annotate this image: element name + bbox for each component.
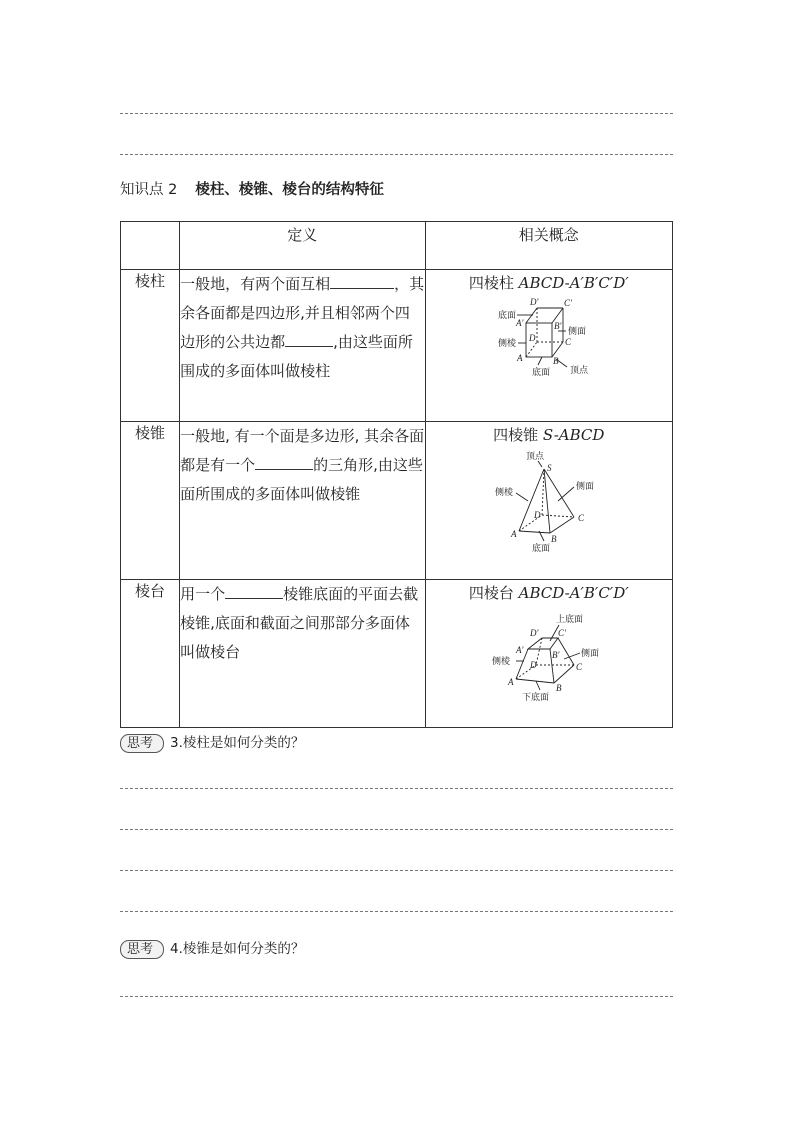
- vertex-label: D: [529, 660, 537, 670]
- table-row-prism: [121, 270, 673, 422]
- row-name: 棱柱: [121, 270, 180, 422]
- figure-title-text: 四棱柱: [468, 274, 519, 292]
- vertex-label: C: [577, 513, 584, 523]
- answer-line: [120, 870, 673, 871]
- figure-title-text: 四棱锥: [493, 426, 543, 444]
- structure-table: [120, 221, 673, 728]
- vertex-label: A′: [515, 318, 524, 328]
- vertex-label: B′: [553, 321, 562, 331]
- vertex-label: B: [550, 534, 557, 544]
- think-badge: 思考: [120, 940, 164, 959]
- label-lateral-face: 侧面: [575, 481, 594, 491]
- vertex-label: B: [552, 356, 559, 366]
- definition-text: ,由这些面所围成的多面体叫做棱柱: [180, 333, 413, 380]
- figure-title-text: 四棱台: [468, 584, 519, 602]
- label-bottom-face: 底面: [531, 367, 550, 377]
- label-lateral-face: 侧面: [567, 326, 586, 336]
- section-title: 棱柱、棱锥、棱台的结构特征: [195, 182, 384, 198]
- vertex-label: D′: [529, 297, 539, 307]
- answer-line: [120, 113, 673, 114]
- label-lateral-edge: 侧棱: [494, 487, 513, 497]
- definition-text: 一般地，有两个面互相: [180, 275, 331, 293]
- label-vertex: 顶点: [569, 365, 588, 375]
- label-bottom-face: 底面: [497, 310, 516, 320]
- vertex-label: D: [528, 333, 536, 343]
- definition-text: 用一个: [180, 585, 226, 603]
- label-lateral-face: 侧面: [580, 648, 599, 658]
- label-lateral-edge: 侧棱: [491, 656, 510, 666]
- fill-blank[interactable]: [330, 272, 394, 289]
- label-vertex: 顶点: [525, 451, 544, 461]
- figure-title: [426, 582, 672, 603]
- think-badge: 思考: [120, 734, 164, 753]
- label-top-face: 上底面: [555, 614, 583, 624]
- vertex-label: D′: [529, 628, 539, 638]
- vertex-label: C′: [557, 628, 566, 638]
- vertex-label: C′: [563, 298, 572, 308]
- think-question-text: 4.棱锥是如何分类的？: [170, 941, 305, 957]
- answer-line: [120, 154, 673, 155]
- table-header-row: [121, 222, 673, 270]
- vertex-label: D: [533, 510, 541, 520]
- row-name: 棱锥: [121, 422, 180, 580]
- table-header: [121, 222, 180, 270]
- answer-line: [120, 911, 673, 912]
- figure-title: [426, 424, 672, 445]
- table-row-pyramid: [121, 422, 673, 580]
- table-header: 定义: [180, 222, 425, 270]
- answer-line: [120, 788, 673, 789]
- knowledge-point-label: 知识点 2: [120, 182, 178, 198]
- figure-title-notation: ABCD-A′B′C′D′: [518, 274, 629, 292]
- table-row-frustum: [121, 580, 673, 728]
- label-bottom-face: 底面: [531, 543, 550, 553]
- vertex-label: B′: [551, 650, 560, 660]
- definition-text: ，: [394, 275, 410, 293]
- pyramid-figure: [484, 445, 614, 555]
- concept-cell: [425, 270, 672, 422]
- definition-text: 的三角形,由这些面所围成的多面体叫做棱锥: [180, 456, 423, 503]
- answer-line: [120, 829, 673, 830]
- definition-text: 一般地, 有一个面是多边形, 其余各面都是有一个: [180, 427, 425, 474]
- definition-text: 其余各面都是四边形,并且相邻两个四边形的公共边都: [180, 275, 425, 351]
- vertex-label: A: [516, 353, 523, 363]
- figure-title-notation: S-ABCD: [542, 426, 605, 444]
- label-lateral-edge: 侧棱: [497, 338, 516, 348]
- fill-blank[interactable]: [255, 453, 313, 470]
- vertex-label: A: [507, 677, 514, 687]
- definition-text: 棱锥底面的平面去截棱锥,底面和截面之间那部分多面体叫做棱台: [180, 585, 419, 661]
- vertex-label: S: [546, 463, 552, 473]
- think-question: [120, 937, 304, 959]
- vertex-label: C: [564, 337, 571, 347]
- concept-cell: [425, 422, 672, 580]
- figure-title-notation: ABCD-A′B′C′D′: [518, 584, 629, 602]
- concept-cell: [425, 580, 672, 728]
- fill-blank[interactable]: [285, 330, 333, 347]
- vertex-label: C: [575, 662, 582, 672]
- row-name: 棱台: [121, 580, 180, 728]
- think-question-text: 3.棱柱是如何分类的？: [170, 735, 305, 751]
- frustum-figure: [484, 603, 614, 703]
- prism-figure: [484, 293, 614, 377]
- section-heading: [120, 178, 384, 199]
- definition-cell: [180, 580, 425, 728]
- think-question: [120, 731, 304, 753]
- label-bottom-face: 下底面: [521, 692, 549, 702]
- fill-blank[interactable]: [225, 582, 283, 599]
- vertex-label: A′: [515, 645, 524, 655]
- vertex-label: A: [510, 529, 517, 539]
- figure-title: [426, 272, 672, 293]
- definition-cell: [180, 422, 425, 580]
- answer-line: [120, 996, 673, 997]
- table-header: 相关概念: [425, 222, 672, 270]
- definition-cell: [180, 270, 425, 422]
- vertex-label: B: [555, 683, 562, 693]
